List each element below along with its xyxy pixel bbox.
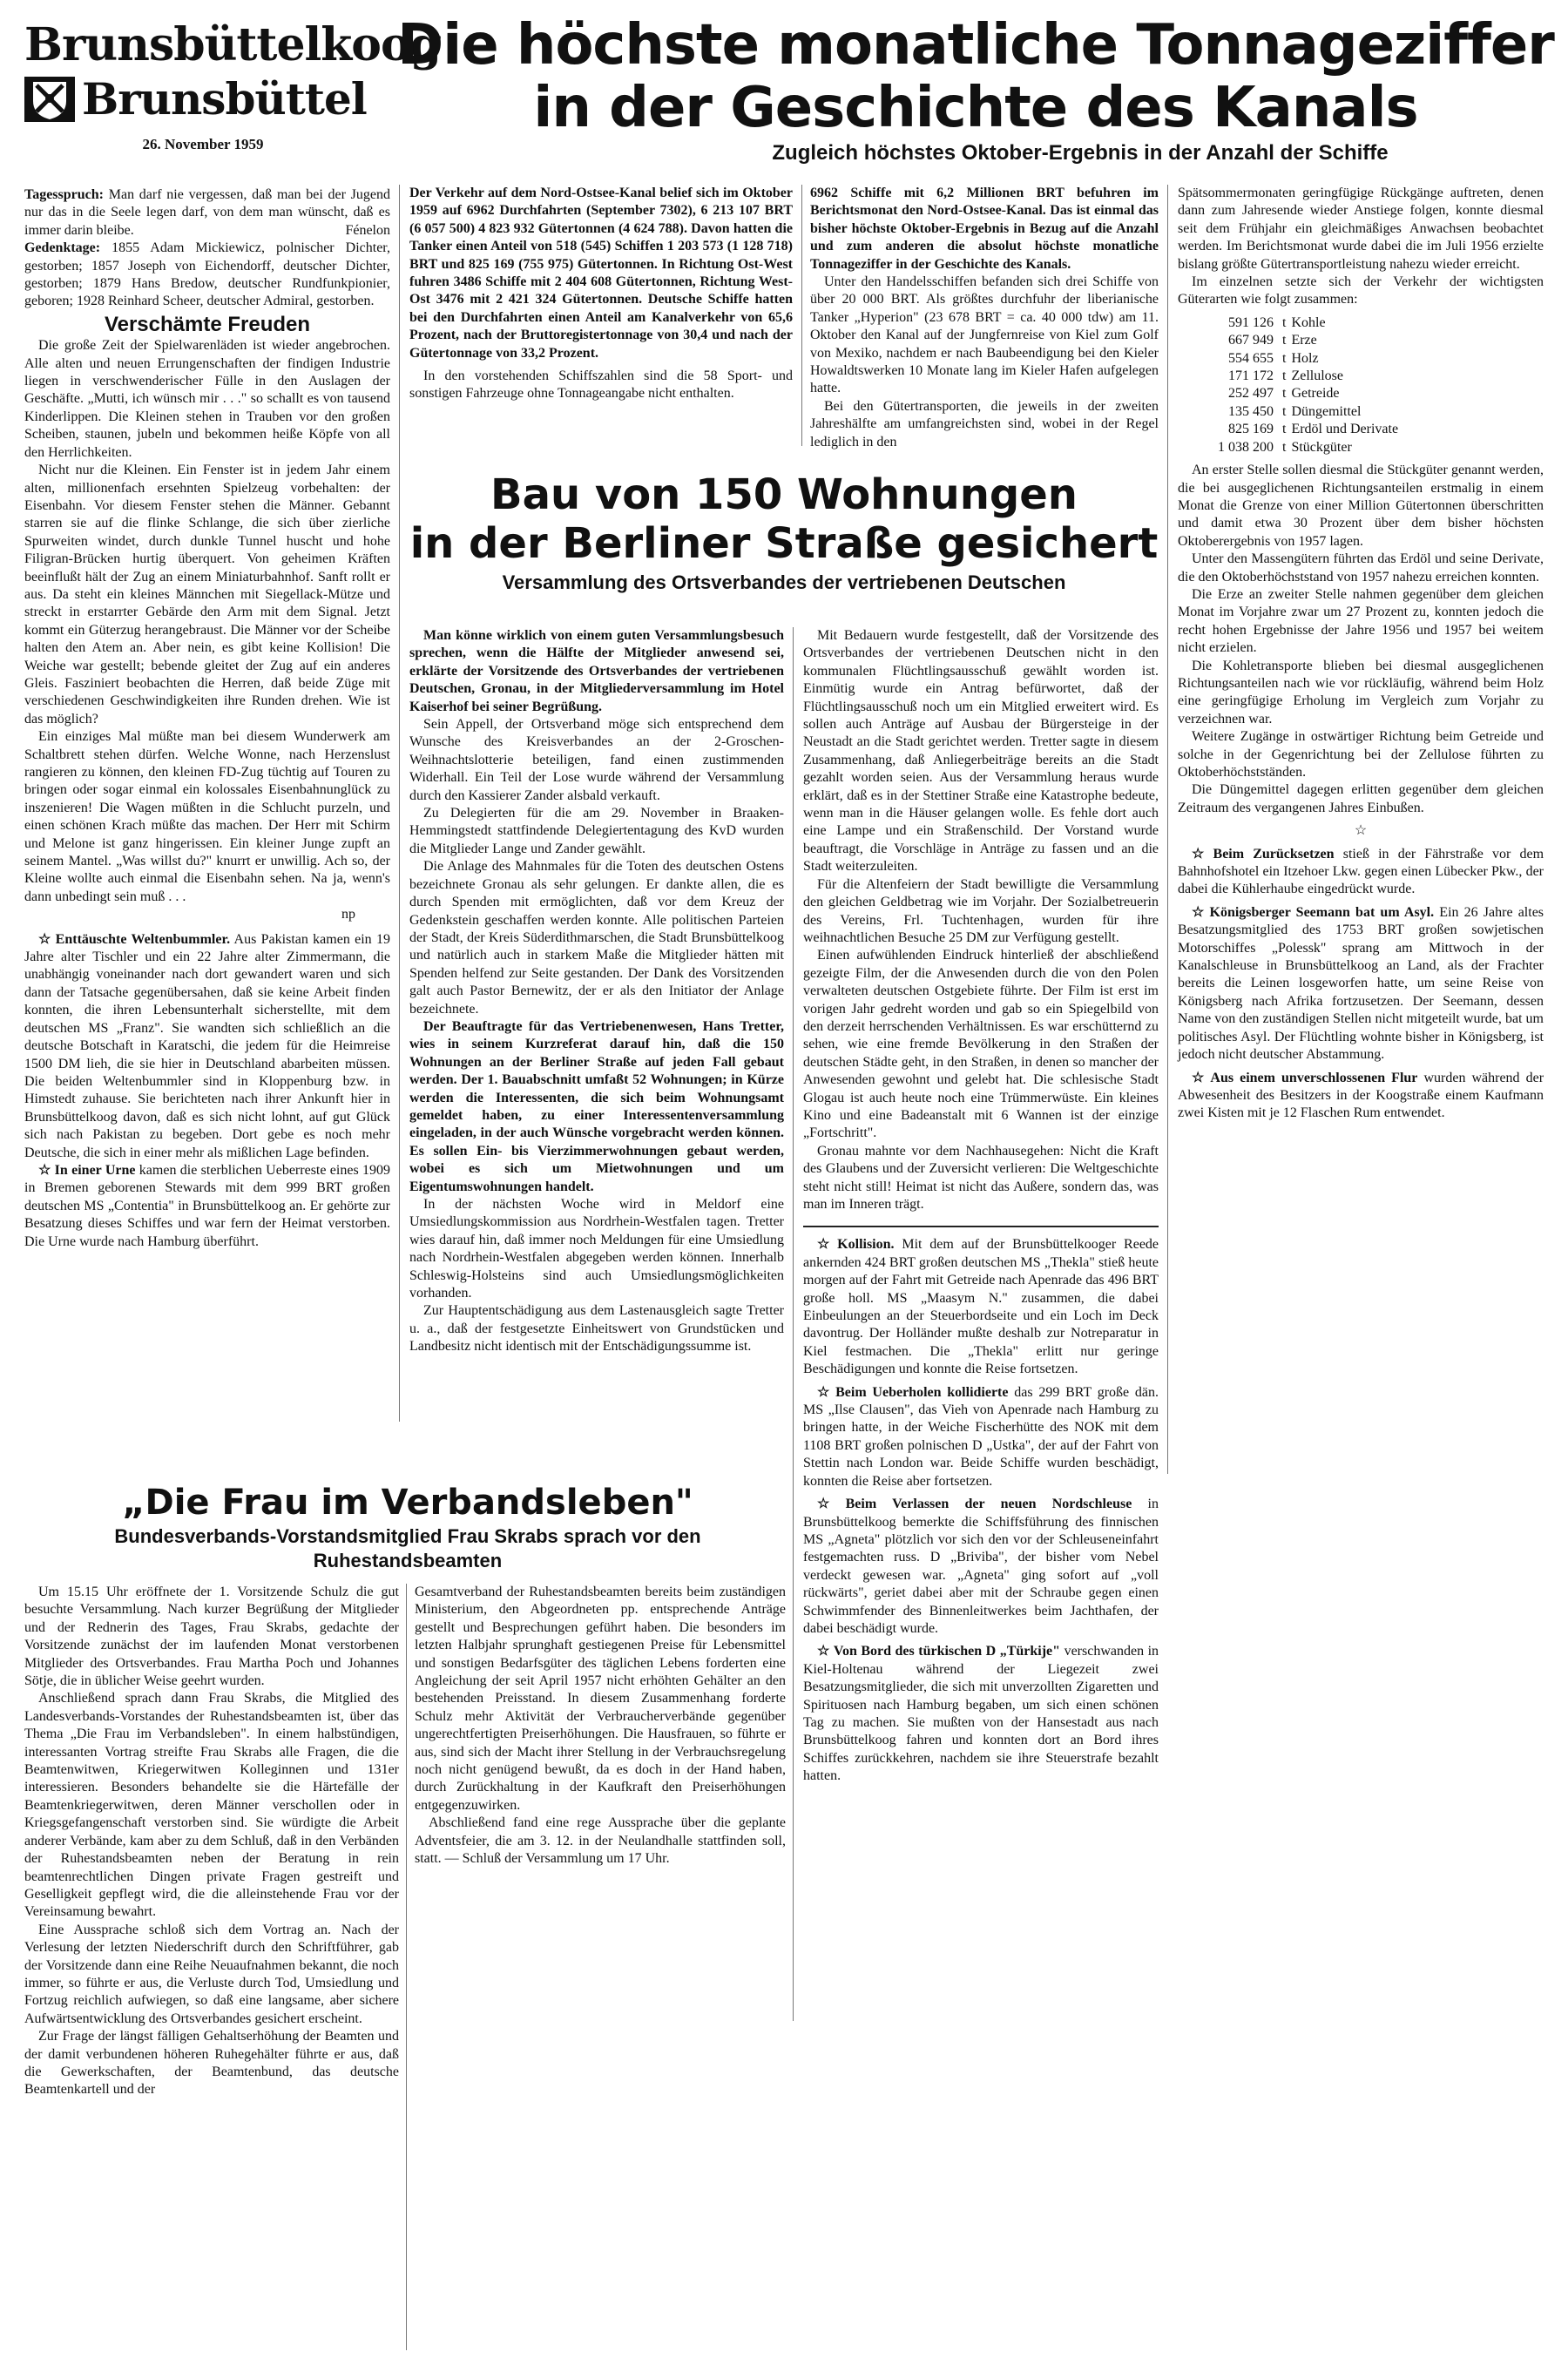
wohnungen-paragraph: Einen aufwühlenden Eindruck hinterließ der abschließend gezeigte Film, der die Anwesenden durch die von den Polen verwalteten deutschen Ostgebiete führte. Der Film ist erst im vorigen Jahr gedreht worden und gab so ein Spiegelbild von den derzeit herrschenden Verhältnissen. Es war erschütternd zu sehen, wie eine fremde Bevölkerung in den Straßen der deutschen Städte geht, in den Straßen, in denen so mancher der Anwesenden gewohnt und gelebt hat. Die schlesische Stadt Glogau ist auch heute noch eine Trümmerwüste. Ein kleines Kino und eine Badeanstalt mit 6 Wannen ist der einzige „Fortschritt". (803, 948, 1159, 1141)
wohnungen-paragraph: Die Anlage des Mahnmales für die Toten des deutschen Ostens bezeichnete Gronau als sehr gelungen. Er dankte allen, die es durch Spenden mit ermöglichten, daß vor dem Kreuz der Gedenkstein geschaffen werden konnte. Alle politischen Parteien der Stadt, der Kreis Süderdithmarschen, die Stadt Brunsbüttelkoog und natürlich auch in starkem Maße die Mitglieder hätten mit Spenden helfend zur Seite gestanden. Der Dank des Vorsitzenden galt auch Pastor Bernewitz, der er als den Initiator der Anlage bezeichnete. (409, 859, 784, 1017)
goods-amount: 252 497 (1228, 386, 1274, 402)
wohnungen-subtitle: Versammlung des Ortsverbandes der vertriebenen Deutschen (502, 571, 1066, 593)
main-paragraph: Die Erze an zweiter Stelle nahmen gegenüber dem gleichen Monat im Vorjahre zwar um 27 Prozent zu, konnten jedoch die recht hohen Ergebnisse der Jahre 1956 und 1957 bei weitem nicht erzielen. (1178, 586, 1544, 656)
goods-row (1218, 403, 1403, 421)
main-paragraph: Unter den Massengütern führten das Erdöl und seine Derivate, die den Oktoberhöchststand von 1957 nahezu erreichen konnten. (1178, 551, 1544, 585)
star-icon: ☆ (817, 1497, 842, 1512)
star-icon: ☆ (817, 1644, 830, 1659)
ship-notes (803, 1236, 1159, 1785)
main-article-col3 (1178, 185, 1544, 1128)
main-paragraph: Weitere Zugänge in ostwärtiger Richtung beim Getreide und solche in der Gegenrichtung bei der Zellulose führten zu Oktoberhöchstständen. (1178, 729, 1544, 780)
issue-date: 26. November 1959 (142, 136, 264, 152)
frau-paragraph: Zur Frage der längst fälligen Gehaltserhöhung der Beamten und der damit verbundenen höheren Ruhegehälter führte er aus, daß die Gewerkschaften, der Beamtenbund, das deutsche Beamtenkartell und der (24, 2029, 399, 2098)
right-notes (1178, 846, 1544, 1123)
note-text: in Brunsbüttelkoog bemerkte die Schiffsführung des finnischen MS „Agneta" plötzlich vor sich den vor der Schleuseneinfahrt festgemachten russ. D „Briviba", der bisher vom Nebel verdeckt gewesen war. „Agneta" ging sofort auf „voll rückwärts", geriet dabei aber mit der Schraube gegen einen Schwimmfender des Binnenleitwerkes beim Jachthafen, der dabei beschädigt wurde. (803, 1497, 1159, 1636)
local-note (1178, 1070, 1544, 1123)
wohnungen-col1 (409, 627, 784, 1356)
goods-amount: 825 169 (1228, 422, 1274, 437)
masthead (24, 18, 442, 159)
goods-name: Getreide (1291, 386, 1340, 402)
star-icon: ☆ (1192, 904, 1206, 920)
main-paragraph: Im einzelnen setzte sich der Verkehr der wichtigsten Güterarten wie folgt zusammen: (1178, 274, 1544, 307)
star-icon: ☆ (1192, 846, 1210, 862)
left-column (24, 186, 390, 1251)
note-title: Kollision. (837, 1237, 895, 1253)
star-icon: ☆ (817, 1384, 833, 1400)
note-text: stieß in der Fährstraße vor dem Bahnhofshotel ein Itzehoer Lkw. gegen einen Lübecker Pkw., der dabei die Kühlerhaube eingedrückt wurde. (1178, 846, 1544, 897)
goods-unit: t (1282, 368, 1287, 384)
goods-row (1218, 421, 1403, 438)
urne-note: ☆ In einer Urne kamen die sterblichen Ueberreste eines 1909 in Bremen geborenen Stewards mit dem 999 BRT großen deutschen MS „Contentia" in Brunsbüttelkoog an. Er gehörte zur Besatzung dieses Schiffes und war fern der Heimat verstorben. Die Urne wurde nach Hamburg überführt. (24, 1162, 390, 1249)
goods-amount: 1 038 200 (1218, 439, 1274, 455)
wohnungen-lead: Man könne wirklich von einem guten Versammlungsbesuch sprechen, wenn die Hälfte der Mitglieder anwesend sei, erklärte der Vorsitzende des Ortsverbandes der vertriebenen Deutschen, Gronau, in der Mitgliederversammlung im Hotel Kaiserhof bei seiner Begrüßung. (409, 628, 784, 714)
coat-of-arms-icon (24, 77, 75, 122)
goods-row (1218, 385, 1403, 402)
note-title: Beim Zurücksetzen (1213, 846, 1335, 862)
ship-note (803, 1643, 1159, 1785)
goods-name: Erdöl und Derivate (1291, 422, 1399, 437)
main-lead-2: 6962 Schiffe mit 6,2 Millionen BRT befuhren im Berichtsmonat den Nord-Ostsee-Kanal. Das ist einmal das bisher höchste Oktober-Ergebnis in Bezug auf die Anzahl und zum anderen die absolut höchste monatliche Tonnageziffer in der Geschichte des Kanals. (810, 186, 1159, 272)
main-headline (392, 14, 1559, 139)
gedenktage: Gedenktage: 1855 Adam Mickiewicz, polnischer Dichter, gestorben; 1857 Joseph von Eichendorff, deutscher Dichter, gestorben; 1879 Hans Bredow, deutscher Rundfunkpionier, geboren; 1928 Reinhard Scheer, deutscher Admiral, gestorben. (24, 240, 390, 309)
main-paragraph: Die Düngemittel dagegen erlitten gegenüber dem gleichen Zeitraum des vergangenen Jahres Einbußen. (1178, 782, 1544, 815)
local-note (1178, 904, 1544, 1064)
note-title: Aus einem unverschlossenen Flur (1210, 1070, 1418, 1085)
goods-table (1218, 314, 1403, 456)
wohnungen-col2 (803, 627, 1159, 1791)
frau-subtitle-line2: Ruhestandsbeamten (313, 1550, 503, 1571)
wohnungen-paragraph: Zur Hauptentschädigung aus dem Lastenausgleich sagte Tretter u. a., daß der festgesetzte Einheitswert von Grundstücken und Landbesitz nicht identisch mit der Entschädigungssumme ist. (409, 1303, 784, 1355)
note-title: Beim Ueberholen kollidierte (835, 1384, 1009, 1400)
goods-name: Kohle (1291, 314, 1326, 330)
main-paragraph: An erster Stelle sollen diesmal die Stückgüter genannt werden, die bei ausgeglichenen Richtungsanteilen erstmalig in einem Monat die Grenze von einer Million Gütertonnen überschritten und damit etwa 30 Prozent über dem bisher höchsten Oktoberergebnis von 1957 lagen. (1178, 463, 1544, 549)
frau-paragraph: Eine Aussprache schloß sich dem Vortrag an. Nach der Verlesung der letzten Niederschrift durch den Schriftführer, gab der Vorsitzende dann eine Reihe Neuaufnahmen bekannt, die noch immer, so führte er aus, die Verluste durch Tod, Umsiedlung und Fortzug reichlich aufwiegen, so daß eine langsame, aber sichere Aufwärtsentwicklung des Ortsverbandes gesichert erscheint. (24, 1922, 399, 2026)
frau-paragraph: Anschließend sprach dann Frau Skrabs, die Mitglied des Landesverbands-Vorstandes der Ruhestandsbeamten ist, über das Thema „Die Frau im Verbandsleben". In einem halbstündigen, interessanten Vortrag streifte Frau Skrabs alle Fragen, die die Beamtenwitwen, Kriegerwitwen Kolleginnen und 131er interessieren. Besonders behandelte sie die Härtefälle der Beamtenkriegerwitwen, deren Männer verschollen oder in Kriegsgefangenschaft verstorben sind. Sie würdigte die Arbeit anderer Verbände, kam aber zu dem Schluß, daß in den Verbänden der Ruhestandsbeamten neben der Beratung in rein beamtenrechtlichen Dingen private Fragen gestreift und Geselligkeit gepflegt wird, die die alleinstehende Frau vor der Vereinsamung bewahrt. (24, 1691, 399, 1920)
main-subtitle: Zugleich höchstes Oktober-Ergebnis in der Anzahl der Schiffe (772, 141, 1389, 165)
goods-name: Holz (1291, 350, 1319, 366)
wohnungen-paragraph: Sein Appell, der Ortsverband möge sich entsprechend dem Wunsche des Kreisverbandes an der 2-Groschen-Weihnachtslotterie beteiligen, fand einen zustimmenden Widerhall. Ein Teil der Lose wurde während der Versammlung durch den Kassierer Zander alsbald verkauft. (409, 717, 784, 803)
freuden-paragraph: Ein einziges Mal müßte man bei diesem Wunderwerk am Schaltbrett stehen dürfen. Welche Wonne, nach Herzenslust rangieren zu können, den kleinen FD-Zug tüchtig auf Touren zu bringen oder sogar einmal ein kolossales Eisenbahnunglück zu inszenieren! Die Wagen müßten in die Schlucht purzeln, und einen schönen Krach müßte das machen. Der Herr mit Schirm und Melone ist ganz hingerissen. Ein kleiner Junge zupft an seinem Mantel. „Was willst du?" knurrt er unwillig. Ach so, der Kleine wollte auch einmal die Eisenbahn sehen. Na ja, wenn's dann unbedingt sein muß . . . (24, 729, 390, 904)
goods-row (1218, 332, 1403, 349)
note-text: Mit dem auf der Brunsbüttelkooger Reede ankernden 424 BRT großen deutschen MS „Thekla" stieß heute morgen auf der Fahrt mit Getreide nach Apenrade das 496 BRT große holl. MS „Maasym N." zusammen, die dabei Einbeulungen an der Steuerbordseite und ein Loch im Deck davontrug. Der Holländer mußte deshalb zur Notreparatur in Kiel festmachen. Die „Thekla" erlitt nur geringe Beschädigungen und konnte die Reise fortsetzen. (803, 1237, 1159, 1377)
goods-amount: 171 172 (1228, 368, 1274, 384)
main-paragraph: Spätsommermonaten geringfügige Rückgänge auftreten, denen dann zum Jahresende wieder Anstiege folgen, konnte diesmal seit dem Frühjahr ein gleichmäßiges Anwachsen beobachtet werden. Im Berichtsmonat wurde dabei die im Juli 1956 erzielte bislang größte Gütertransportleistung nahezu wieder erreicht. (1178, 186, 1544, 272)
goods-amount: 591 126 (1228, 314, 1274, 330)
town-name-secondary: Brunsbüttel (82, 73, 367, 125)
ship-note (803, 1384, 1159, 1490)
goods-name: Düngemittel (1291, 403, 1362, 419)
ship-note (803, 1236, 1159, 1378)
main-article-col2 (810, 185, 1159, 451)
note-title: Beim Verlassen der neuen Nordschleuse (845, 1497, 1132, 1512)
goods-name: Stückgüter (1291, 439, 1352, 455)
main-paragraph: In den vorstehenden Schiffszahlen sind die 58 Sport- und sonstigen Fahrzeuge ohne Tonnageangabe nicht enthalten. (409, 368, 793, 402)
main-lead: Der Verkehr auf dem Nord-Ostsee-Kanal belief sich im Oktober 1959 auf 6962 Durchfahrten (September 7302), 6 213 107 BRT (6 057 500) 4 823 932 Gütertonnen (4 624 788). Davon hatten die Tanker einen Anteil von 518 (545) Schiffen 1 203 573 (1 128 718) BRT und 825 169 (755 975) Gütertonnen. In Richtung Ost-West fuhren 3486 Schiffe mit 2 404 608 Gütertonnen, Richtung West-Ost 3476 mit 2 421 324 Gütertonnen. Deutsche Schiffe hatten bei den Durchfahrten einen Anteil am Kanalverkehr von 65,6 Prozent, nach der Bruttoregistertonnage von 30,4 und nach der Gütertonnage von 33,2 Prozent. (409, 186, 793, 361)
goods-amount: 667 949 (1228, 333, 1274, 348)
star-icon: ☆ (1192, 1070, 1207, 1085)
goods-name: Zellulose (1291, 368, 1343, 384)
wohnungen-paragraph: Gronau mahnte vor dem Nachhausegehen: Nicht die Kraft des Glaubens und der Zuversicht verlieren: Die Weltgeschichte steht nicht still! Heimat ist nicht das Außere, sondern das, was man im Inneren trägt. (803, 1143, 1159, 1212)
frau-title: „Die Frau im Verbandsleben" (122, 1483, 693, 1523)
goods-amount: 554 655 (1228, 350, 1274, 366)
goods-unit: t (1282, 422, 1287, 437)
local-note (1178, 846, 1544, 899)
main-paragraph: Die Kohletransporte blieben bei diesmal ausgeglichenen Richtungsanteilen nach wie vor rückläufig, während beim Holz eine geringfügige Erholung im Vergleich zum Vorjahr zu verzeichnen war. (1178, 658, 1544, 726)
wohnungen-headline (409, 470, 1159, 594)
main-headline-line2: in der Geschichte des Kanals (533, 76, 1418, 140)
note-title: Von Bord des türkischen D „Türkije" (833, 1644, 1061, 1659)
frau-paragraph: Gesamtverband der Ruhestandsbeamten bereits beim zuständigen Ministerium, den Abgeordneten pp. entsprechende Anträge gestellt und Besprechungen geführt haben. Die besonders im letzten Halbjahr sprunghaft gestiegenen Preise für Lebensmittel und sonstigen Bedarfsgüter des täglichen Lebens forderten eine Angleichung der seit April 1957 nicht erhöhten Gehälter an den bestehenden Preisstand. In diesem Zusammenhang forderte Schulz mehr Aktivität der Verbraucherverbände gegenüber ungerechtfertigten Preiserhöhungen. Die Hausfrauen, so führte er aus, sind sich der Macht ihrer Stellung in der Verbrauchsregelung noch nicht genügend bewußt, da es doch in der Hand haben, durch Zurückhaltung in der Kaufkraft den Preiserhöhungen entgegenzuwirken. (415, 1585, 786, 1813)
wohnungen-highlight: Der Beauftragte für das Vertriebenenwesen, Hans Tretter, wies in seinem Kurzreferat darauf hin, daß die 150 Wohnungen an der Berliner Straße auf jeden Fall gebaut werden. Der 1. Bauabschnitt umfaßt 52 Wohnungen; in Kürze werden die Interessenten, die sich beim Wohnungsamt gemeldet haben, zu einer Interessentenversammlung eingeladen, in der auch Wünsche vorgebracht werden können. Es sollen Ein- bis Vierzimmerwohnungen gebaut werden, wobei es sich um Mietwohnungen und um Eigentumswohnungen handelt. (409, 1018, 784, 1194)
freuden-heading: Verschämte Freuden (104, 312, 311, 336)
note-text: Ein 26 Jahre altes Besatzungsmitglied des 1753 BRT großen sowjetischen Motorschiffes „Polessk" sprang am Mittwoch in der Kanalschleuse in Brunsbüttelkoog an Land, als der Frachter bereits die Leinen losgeworfen hatte, um seine Reise von Königsberg nach Afrika fortzusetzen. Der Seemann, dessen Name von den zuständigen Stellen nicht mitgeteilt wurde, bat um politisches Asyl. Der Flüchtling wohnte bisher in Königsberg, ist jedoch nicht deutscher Abstammung. (1178, 904, 1544, 1063)
goods-row (1218, 314, 1403, 332)
goods-row (1218, 350, 1403, 368)
note-title: Königsberger Seemann bat um Asyl. (1209, 904, 1435, 920)
tagesspruch: Tagesspruch: Man darf nie vergessen, daß man bei der Jugend nur das in die Seele legen darf, von dem man wünscht, daß es immer darin bleibe. Fénelon (24, 187, 391, 238)
note-text: verschwanden in Kiel-Holtenau während der Liegezeit zwei Besatzungsmitglieder, die sich mit unverzollten Zigaretten und Spirituosen nach Hamburg begaben, um sich einen schönen Tag zu machen. Sie mußten von der Hansestadt aus nach Brunsbüttelkoog fahren und konnten dort an Bord ihres Schiffes zurückkehren, nachdem sie ihre Steuerstrafe bezahlt hatten. (803, 1644, 1159, 1784)
main-article-col1 (409, 185, 793, 403)
ship-note (803, 1496, 1159, 1638)
goods-row (1218, 368, 1403, 385)
freuden-signature: np (341, 907, 355, 922)
wohnungen-paragraph: In der nächsten Woche wird in Meldorf eine Umsiedlungskommission aus Nordrhein-Westfalen tagen. Tretter wies darauf hin, daß immer noch Meldungen für eine Umsiedlung nach Nordrhein-Westfalen abgegeben werden können. Innerhalb Schleswig-Holsteins sind auch Umsiedlungsmöglichkeiten vorhanden. (409, 1197, 784, 1301)
wohnungen-paragraph: Zu Delegierten für die am 29. November in Braaken-Hemmingstedt stattfindende Delegiertentagung des KvD wurden die Mitglieder Lange und Zander gewählt. (409, 806, 784, 856)
main-headline-line1: Die höchste monatliche Tonnageziffer (397, 13, 1554, 78)
star-icon: ☆ (38, 931, 52, 947)
frau-subtitle-line1: Bundesverbands-Vorstandsmitglied Frau Skrabs sprach vor den (114, 1525, 701, 1547)
goods-unit: t (1282, 350, 1287, 366)
frau-paragraph: Um 15.15 Uhr eröffnete der 1. Vorsitzende Schulz die gut besuchte Versammlung. Nach kurzer Begrüßung der Mitglieder und der Rednerin des Tages, Frau Skrabs, gedachte der Vorsitzende zunächst der im laufenden Monat verstorbenen Mitglieder des Ortsverbandes. Frau Martha Poch und Johannes Sötje, die in üblicher Weise geehrt wurden. (24, 1585, 399, 1689)
note-text: wurden während der Abwesenheit des Besitzers in der Koogstraße einem Kaufmann zwei Kisten mit je 12 Flaschen Rum entwendet. (1178, 1070, 1544, 1121)
goods-unit: t (1282, 314, 1287, 330)
goods-row (1218, 439, 1403, 456)
frau-headline (24, 1481, 791, 1573)
frau-col2 (415, 1584, 786, 1869)
frau-col1 (24, 1584, 399, 2099)
wohnungen-paragraph: Für die Altenfeiern der Stadt bewilligte die Versammlung den gleichen Geldbetrag wie im Vorjahr. Der Sozialbetreuerin des Vereins, Frl. Tuchtenhagen, wurden für ihre weihnachtlichen Besuche 25 DM zur Verfügung gestellt. (803, 876, 1159, 945)
freuden-paragraph: Die große Zeit der Spielwarenläden ist wieder angebrochen. Alle alten und neuen Errungenschaften der findigen Industrie liegen in verschwenderischer Fülle in den Auslagen der Geschäfte. „Mutti, ich wünsch mir . . ." so schallt es von tausend Kinderlippen. Die Kleinen stehen in Trauben vor den großen Scheiben, staunen, jubeln und bekommen heiße Köpfe von all den Herrlichkeiten. (24, 338, 390, 460)
star-icon: ☆ (817, 1237, 835, 1253)
goods-name: Erze (1291, 333, 1317, 348)
frau-paragraph: Abschließend fand eine rege Aussprache über die geplante Adventsfeier, die am 3. 12. in der Neulandhalle stattfinden soll, statt. — Schluß der Versammlung um 17 Uhr. (415, 1815, 786, 1867)
goods-unit: t (1282, 386, 1287, 402)
goods-amount: 135 450 (1228, 403, 1274, 419)
main-paragraph: Unter den Handelsschiffen befanden sich drei Schiffe von über 20 000 BRT. Als größtes durchfuhr der liberianische Tanker „Hyperion" (23 678 BRT = ca. 40 000 tdw) am 11. Oktober den Kanal auf der Jungfernreise von Kiel zum Golf von Mexiko, nachdem er nach Baubeendigung bei den Kieler Howaldtswerken 10 Monate lang im Kieler Hafen aufgelegen hatte. (810, 274, 1159, 396)
wohnungen-title-line2: in der Berliner Straße gesichert (409, 519, 1159, 568)
goods-unit: t (1282, 403, 1287, 419)
freuden-paragraph: Nicht nur die Kleinen. Ein Fenster ist in jedem Jahr einem alten, millionenfach ersehnten Spielzeug vorbehalten: der Eisenbahn. Vor diesem Fenster stehen die Männer. Gebannt starren sie auf die flinke Schlange, die sich über zierliche Spurweiten windet, durch dunkle Tunnel huscht und hohe Filigran-Brücken hurtig überquert. Von geheimen Kräften beeinflußt hält der Zug an einem Miniaturbahnhof. Sanft rollt er aus. Da steht ein kleines Männchen mit Siegellack-Mütze und streckt in erstarrter Gebärde den Arm mit dem Signal. Jetzt kommt ein Güterzug herangebraust. Die Männer vor der Scheibe halten den Atem an. Aber nein, es gibt keine Kollision! Die Weiche war gestellt; bebende gleitet der Zug auf ein anderes Gleis. Fasziniert beobachten die Herren, daß beide Züge mit verschiedenen Geschwindigkeiten ihre Runden drehen. Wie ist das möglich? (24, 463, 390, 726)
goods-unit: t (1282, 439, 1287, 455)
star-icon: ☆ (38, 1162, 51, 1178)
main-paragraph: Bei den Gütertransporten, die jeweils in der zweiten Jahreshälfte am umfangreichsten sind, wobei in der Regel lediglich in den (810, 398, 1159, 449)
note-text: das 299 BRT große dän. MS „Ilse Clausen", das Vieh von Apenrade nach Hamburg zu bringen hatte, in der Weiche Fischerhütte des NOK mit dem 1108 BRT großen polnischen D „Ustka", der auf der Fahrt von Stettin nach London war. Beide Schiffe wurden beschädigt, konnten die Reise aber fortsetzen. (803, 1384, 1159, 1489)
weltenbummler-note: ☆ Enttäuschte Weltenbummler. Aus Pakistan kamen ein 19 Jahre alter Tischler und ein 22 Jahre alter Zimmermann, die unabhängig voneinander nach dort gewandert waren und sich dann der Tatsache gegenübersahen, daß sie keine Arbeit finden konnten, die ihren Lebensunterhalt sicherstellte, mit dem deutschen MS „Franz". Sie wandten sich schließlich an die deutsche Botschaft in Karatschi, die jedem für die Heimreise 1500 DM lieh, die sie hier in Deutschland abarbeiten müssen. Die beiden Weltenbummler sind in Kloppenburg bzw. in Himstedt zuhause. Sie berichteten nach ihrer Ankunft hier in Brunsbüttelkoog davon, daß es sich nicht lohnt, auf gut Glück sich nach Pakistan zu begeben. Dort gebe es noch mehr Deutsche, die sich in einer mehr als mißlichen Lage befinden. (24, 931, 391, 1160)
wohnungen-title-line1: Bau von 150 Wohnungen (490, 470, 1078, 519)
star-icon: ☆ (1354, 823, 1368, 839)
town-name-primary: Brunsbüttelkoog (24, 18, 442, 71)
wohnungen-paragraph: Mit Bedauern wurde festgestellt, daß der Vorsitzende des Ortsverbandes der vertriebenen Deutschen nicht in den kommunalen Flüchtlingsausschuß gewählt worden ist. Einmütig wurde ein Antrag befürwortet, daß der Flüchtlingsausschuß noch um ein Mitglied erweitert wird. Es sollen auch Anträge auf Ausbau der Bürgersteige in der Neustadt an die Stadt gerichtet werden. Tretter sagte in diesem Zusammenhang, daß Anliegerbeiträge bereits an die Stadt gezahlt worden seien. Aus der Versammlung heraus wurde erklärt, daß es in der Stettiner Straße eine Katastrophe bedeute, wenn man in die Häuser gelangen wolle. Es fehle dort auch eine Lampe und ein Straßenschild. Der Vorstand wurde beauftragt, die Vorschläge in Anträge zu fassen und an die Stadt weiterzuleiten. (803, 628, 1159, 875)
goods-unit: t (1282, 333, 1287, 348)
